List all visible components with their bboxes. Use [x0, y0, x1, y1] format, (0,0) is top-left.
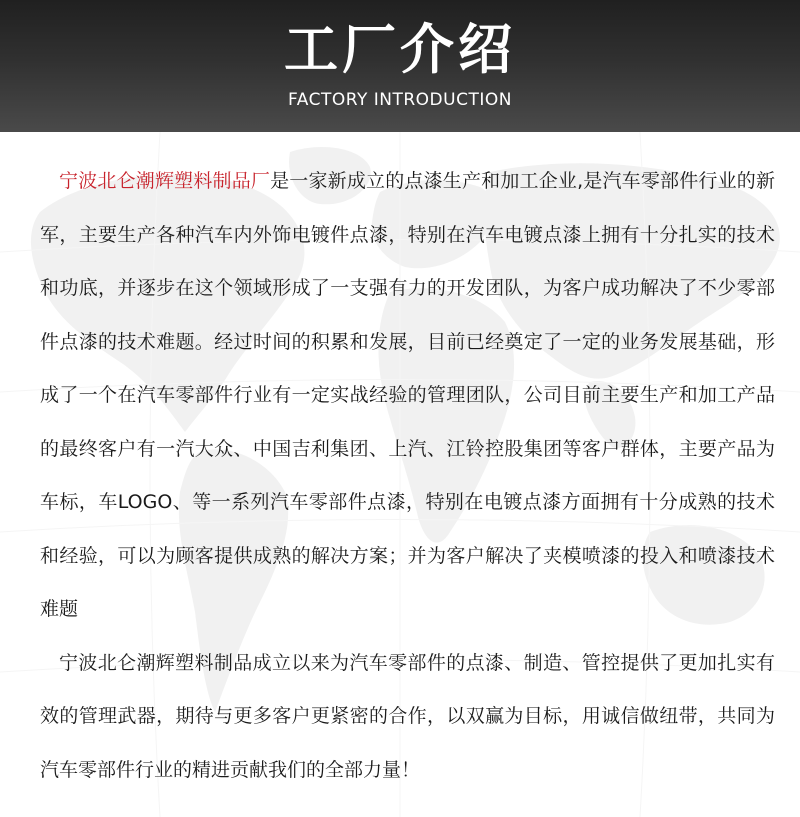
introduction-text — [40, 155, 775, 797]
intro-paragraph-2: 宁波北仑潮辉塑料制品成立以来为汽车零部件的点漆、制造、管控提供了更加扎实有效的管理武器，期待与更多客户更紧密的合作，以双赢为目标，用诚信做纽带，共同为汽车零部件行业的精进贡献我们的全部力量！ — [40, 651, 775, 781]
intro-paragraph-1-text: 是一家新成立的点漆生产和加工企业,是汽车零部件行业的新军，主要生产各种汽车内外饰电镀件点漆，特别在汽车电镀点漆上拥有十分扎实的技术和功底，并逐步在这个领域形成了一支强有力的开发团队，为客户成功解决了不少零部件点漆的技术难题。经过时间的积累和发展，目前已经奠定了一定的业务发展基础，形成了一个在汽车零部件行业有一定实战经验的管理团队，公司目前主要生产和加工产品的最终客户有一汽大众、中国吉利集团、上汽、江铃控股集团等客户群体，主要产品为车标，车LOGO、等一系列汽车零部件点漆，特别在电镀点漆方面拥有十分成熟的技术和经验，可以为顾客提供成熟的解决方案；并为客户解决了夹模喷漆的投入和喷漆技术难题 — [40, 170, 775, 620]
page-subtitle: FACTORY INTRODUCTION — [288, 90, 512, 110]
page-title: 工厂介绍 — [284, 18, 516, 81]
intro-paragraph-1 — [40, 155, 775, 637]
header-banner — [0, 0, 800, 132]
company-name: 宁波北仑潮辉塑料制品厂 — [59, 170, 271, 192]
